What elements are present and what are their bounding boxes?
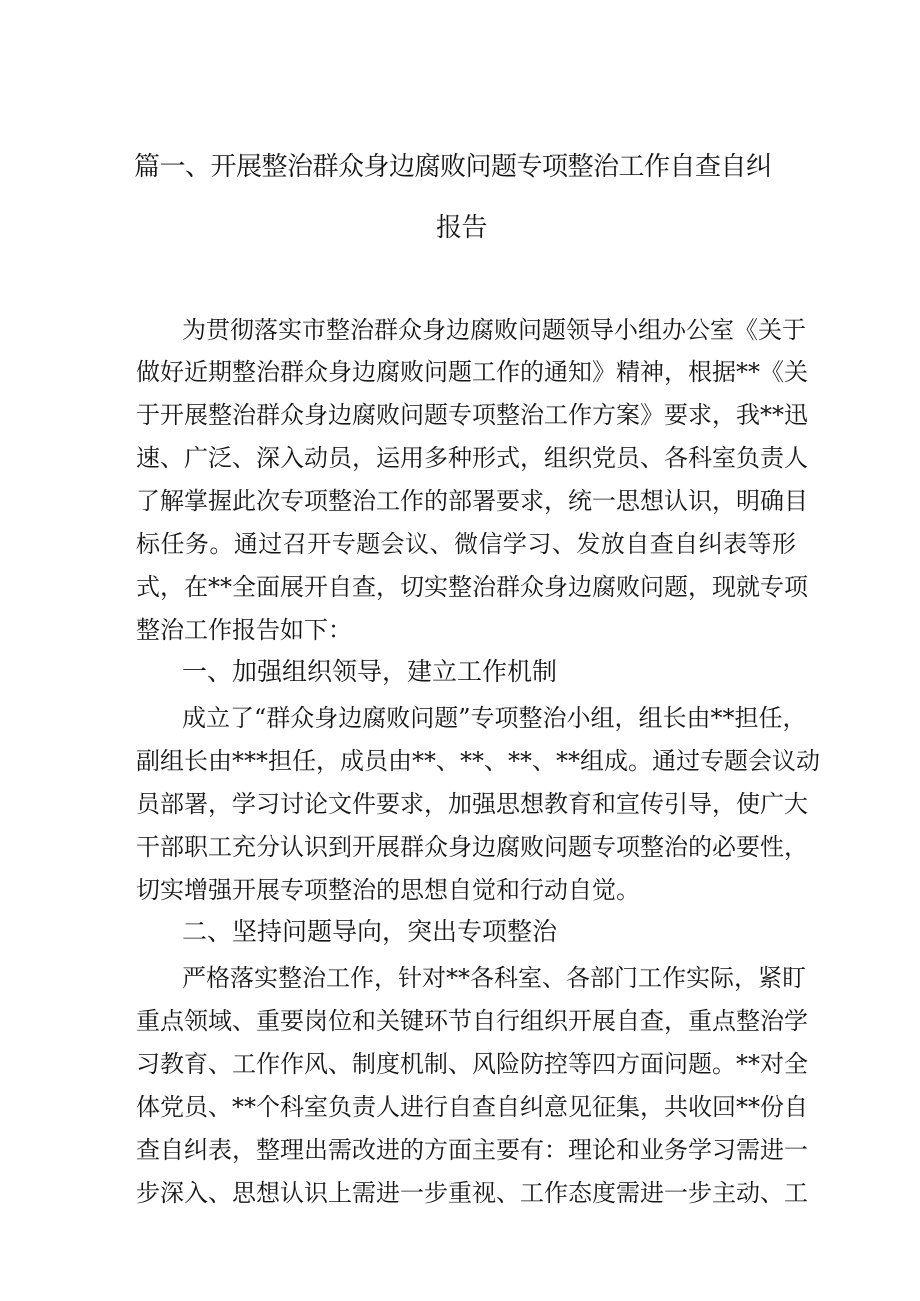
paragraph-line: 了解掌握此次专项整治工作的部署要求，统一思想认识，明确目 (136, 487, 808, 515)
paragraph-line: 切实增强开展专项整治的思想自觉和行动自觉。 (136, 876, 640, 904)
paragraph-line: 员部署，学习讨论文件要求，加强思想教育和宣传引导，使广大 (136, 790, 808, 818)
section-heading: 一、加强组织领导，建立工作机制 (182, 657, 558, 686)
paragraph-line: 于开展整治群众身边腐败问题专项整治工作方案》要求，我**迅 (136, 401, 808, 429)
paragraph-line: 体党员、**个科室负责人进行自查自纠意见征集，共收回**份自 (136, 1093, 808, 1121)
paragraph-line: 严格落实整治工作，针对**各科室、各部门工作实际，紧盯 (182, 964, 806, 992)
paragraph-line: 干部职工充分认识到开展群众身边腐败问题专项整治的必要性， (136, 833, 808, 861)
paragraph-line: 做好近期整治群众身边腐败问题工作的通知》精神，根据**《关 (136, 358, 808, 386)
section-heading: 二、坚持问题导向，突出专项整治 (182, 917, 558, 946)
paragraph-line: 标任务。通过召开专题会议、微信学习、发放自查自纠表等形 (136, 530, 796, 558)
paragraph-line: 查自纠表，整理出需改进的方面主要有：理论和业务学习需进一 (136, 1136, 808, 1164)
paragraph-line: 副组长由***担任，成员由**、**、**、**组成。通过专题会议动 (136, 747, 820, 775)
document-title-continued: 报告 (436, 213, 488, 243)
paragraph-line: 习教育、工作作风、制度机制、风险防控等四方面问题。**对全 (136, 1050, 808, 1078)
paragraph-line: 成立了“群众身边腐败问题”专项整治小组，组长由**担任， (182, 704, 807, 732)
paragraph-line: 步深入、思想认识上需进一步重视、工作态度需进一步主动、工 (136, 1179, 808, 1207)
paragraph-line: 为贯彻落实市整治群众身边腐败问题领导小组办公室《关于 (182, 316, 806, 344)
paragraph-line: 式，在**全面展开自查，切实整治群众身边腐败问题，现就专项 (136, 573, 808, 601)
paragraph-line: 整治工作报告如下： (136, 616, 352, 644)
paragraph-line: 速、广泛、深入动员，运用多种形式，组织党员、各科室负责人 (136, 444, 808, 472)
paragraph-line: 重点领域、重要岗位和关键环节自行组织开展自查，重点整治学 (136, 1007, 808, 1035)
document-title: 篇一、开展整治群众身边腐败问题专项整治工作自查自纠 (134, 152, 772, 182)
